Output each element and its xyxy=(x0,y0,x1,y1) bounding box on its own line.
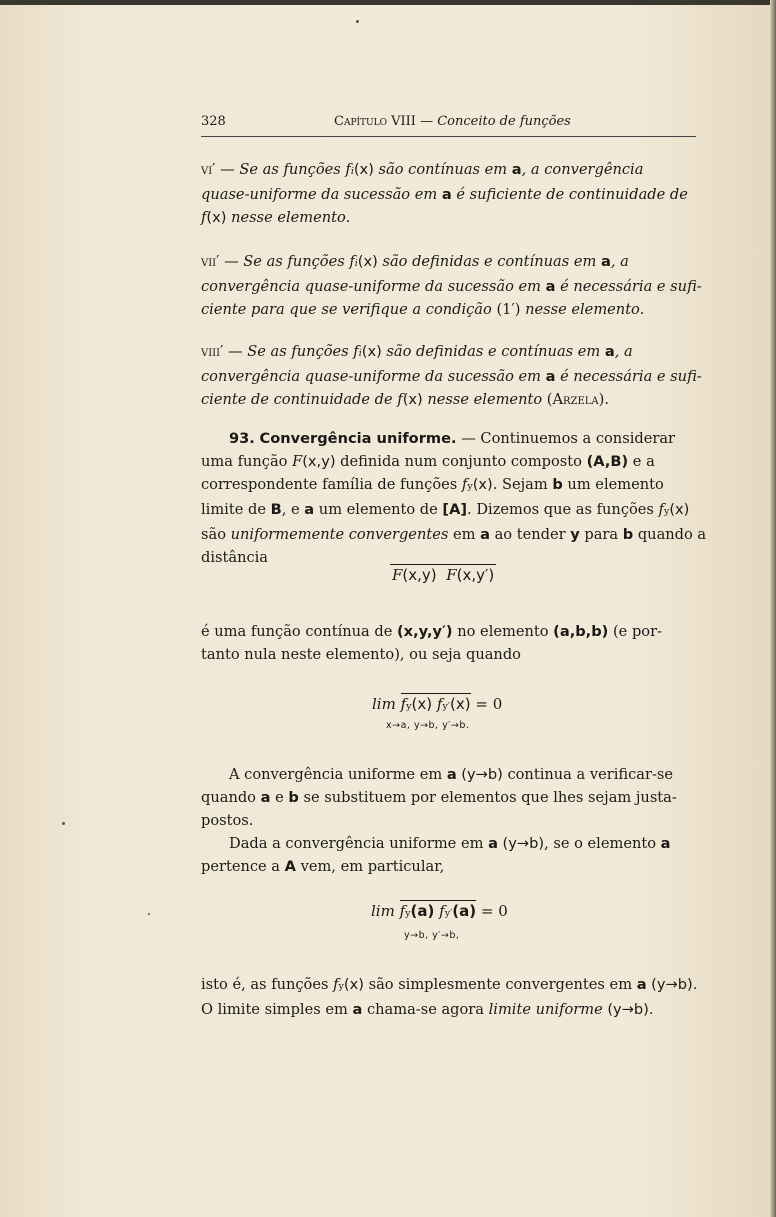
equals-zero: = 0 xyxy=(470,695,503,713)
header-title xyxy=(334,114,571,129)
math-xy: (x,y) xyxy=(302,453,336,470)
text: definida num conjunto composto xyxy=(335,453,587,470)
math-f: f xyxy=(349,253,355,270)
text: são definidas e contínuas em xyxy=(381,343,605,360)
running-header xyxy=(201,114,696,137)
math-sub: y xyxy=(406,701,412,712)
math-x: (x) xyxy=(402,391,423,408)
bold-a: a xyxy=(352,1001,363,1018)
math-a: (a) xyxy=(410,902,435,920)
lim: lim xyxy=(371,902,395,920)
bold-a: a xyxy=(511,161,522,178)
text: — Se as funções xyxy=(215,161,346,178)
text: é suficiente de continuidade de xyxy=(451,186,688,203)
text: chama-se agora xyxy=(362,1001,489,1018)
text: e xyxy=(270,789,289,806)
lim: lim xyxy=(372,695,396,713)
text: um elemento xyxy=(562,476,664,493)
text: , a convergência xyxy=(521,161,644,178)
theorem-vii xyxy=(201,250,702,321)
math-x: (x) xyxy=(411,695,433,713)
text: — Continuemos a considerar xyxy=(456,430,675,447)
specks xyxy=(148,913,150,915)
bold-a: a xyxy=(260,789,271,806)
math-x: (x) xyxy=(472,476,493,493)
chapter-label: Capítulo xyxy=(334,114,387,129)
math-sub: y xyxy=(467,481,473,492)
text: continua a verificar-se xyxy=(502,766,674,783)
text: convergência quase-uniforme da sucessão em xyxy=(201,278,546,295)
bold-a: a xyxy=(660,835,671,852)
text: e a xyxy=(628,453,655,470)
author-ref: (Arzela) xyxy=(546,391,605,408)
math-f: f xyxy=(461,476,468,493)
text: , a xyxy=(614,343,633,360)
math-sub: y′ xyxy=(442,701,451,712)
bold-a: a xyxy=(304,501,315,518)
math-f: f xyxy=(353,343,359,360)
bold-y: y xyxy=(570,526,580,543)
math-x: (x) xyxy=(206,209,227,226)
math-sub: y xyxy=(338,981,344,992)
math-limit: (y→b). xyxy=(602,1001,654,1018)
math-f: f xyxy=(333,976,339,993)
text: — Se as funções xyxy=(223,343,354,360)
math-limit: (y→b) xyxy=(497,835,545,852)
formula-limit-2 xyxy=(371,902,508,920)
text: quase-uniforme da sucessão em xyxy=(201,186,442,203)
math-sub: y xyxy=(663,506,670,517)
text: quando a xyxy=(633,526,707,543)
text: se substituem por elementos que lhes sejam justa- xyxy=(298,789,677,806)
formula-distance xyxy=(390,566,496,584)
bold-a: a xyxy=(600,253,611,270)
text: são xyxy=(201,526,231,543)
text: quando xyxy=(201,789,261,806)
math-x: (x) xyxy=(343,976,364,993)
text: . Dizemos que as funções xyxy=(467,501,659,518)
text: é necessária e sufi- xyxy=(555,368,702,385)
math-xy: (x,y) xyxy=(402,566,437,584)
math-f: f xyxy=(439,902,445,920)
math-f: f xyxy=(399,902,406,920)
math-xyy: (x,y,y′) xyxy=(397,623,453,640)
text: , se o elemento xyxy=(544,835,661,852)
bold-B: B xyxy=(270,501,282,518)
math-x: (x) xyxy=(357,253,378,270)
text: ao tender xyxy=(489,526,571,543)
math-limit: (y→b). xyxy=(646,976,698,993)
paragraph-uniform xyxy=(201,763,695,878)
limit-subscript: x→a, y→b, y′→b. xyxy=(386,720,470,731)
math-limit: (y→b) xyxy=(456,766,503,783)
math-f: f xyxy=(201,209,207,226)
math-F: F xyxy=(392,566,403,584)
text: vem, em particular, xyxy=(295,858,445,875)
theorem-vi xyxy=(201,158,695,229)
theorem-tag: vi′ xyxy=(201,161,216,178)
text: tanto nula neste elemento), ou seja quando xyxy=(201,646,521,663)
text: correspondente família de funções xyxy=(201,476,462,493)
theorem-viii xyxy=(201,340,702,411)
theorem-tag: viii′ xyxy=(201,343,224,360)
header-dash: — xyxy=(420,114,434,129)
math-sub: y xyxy=(405,908,411,919)
bold-a: a xyxy=(480,526,490,543)
bold-a: a xyxy=(545,278,556,295)
bold-b: b xyxy=(288,789,299,806)
math-F: F xyxy=(446,566,457,584)
text: é necessária e sufi- xyxy=(555,278,702,295)
text: nesse elemento xyxy=(422,391,547,408)
bold-a: a xyxy=(441,186,452,203)
math-f: f xyxy=(400,695,407,713)
math-f: f xyxy=(658,501,664,518)
bold-A-closure: [A] xyxy=(442,501,468,518)
scan-top-edge xyxy=(0,0,776,5)
math-xyprime: (x,y′) xyxy=(456,566,495,584)
specks xyxy=(356,20,359,23)
math-sub: i xyxy=(354,258,358,269)
section-number: 93. xyxy=(229,430,255,447)
specks xyxy=(62,822,65,825)
bold-a: a xyxy=(446,766,457,783)
text: ciente para que se verifique a condição xyxy=(201,301,497,318)
text: , a xyxy=(610,253,629,270)
text: são definidas e contínuas em xyxy=(377,253,601,270)
math-x: (x) xyxy=(353,161,374,178)
bold-a: a xyxy=(545,368,556,385)
text: — Se as funções xyxy=(219,253,350,270)
paragraph-final xyxy=(201,973,698,1021)
scan-right-edge xyxy=(770,0,776,1217)
theorem-tag: vii′ xyxy=(201,253,220,270)
formula-limit-1 xyxy=(372,695,502,713)
math-f: f xyxy=(345,161,351,178)
equals-zero: = 0 xyxy=(476,902,508,920)
section-title: Convergência uniforme. xyxy=(259,430,457,447)
bold-a: a xyxy=(604,343,615,360)
text: são contínuas em xyxy=(373,161,512,178)
text: convergência quase-uniforme da sucessão em xyxy=(201,368,546,385)
math-x: (x) xyxy=(450,695,471,713)
text: , e xyxy=(281,501,305,518)
text: . xyxy=(604,391,609,408)
text: isto é, as funções xyxy=(201,976,334,993)
bold-b: b xyxy=(622,526,634,543)
text: nesse elemento. xyxy=(226,209,351,226)
math-F: F xyxy=(292,453,303,470)
bold-a: a xyxy=(488,835,498,852)
text: para xyxy=(579,526,623,543)
math-sub: i xyxy=(350,166,354,177)
bold-b: b xyxy=(552,476,563,493)
text: em xyxy=(448,526,481,543)
section-title: Conceito de funções xyxy=(437,114,571,129)
text: é uma função contínua de xyxy=(201,623,397,640)
math-abb: (a,b,b) xyxy=(553,623,609,640)
math-sub: i xyxy=(358,348,362,359)
text: pertence a xyxy=(201,858,285,875)
math-x: (x) xyxy=(669,501,690,518)
math-x: (x) xyxy=(361,343,382,360)
section-93 xyxy=(201,427,707,569)
math-a: (a) xyxy=(452,902,477,920)
emphasis: uniformemente convergentes xyxy=(230,526,449,543)
text: são simplesmente convergentes em xyxy=(363,976,637,993)
math-sub: y′ xyxy=(444,908,453,919)
text: . Sejam xyxy=(492,476,553,493)
page-number: 328 xyxy=(201,114,226,129)
bold-A: A xyxy=(284,858,296,875)
text: no elemento xyxy=(452,623,554,640)
text: uma função xyxy=(201,453,293,470)
math-f: f xyxy=(436,695,443,713)
text: nesse elemento. xyxy=(520,301,645,318)
text: A convergência uniforme em xyxy=(229,766,447,783)
text: limite de xyxy=(201,501,271,518)
text: Dada a convergência uniforme em xyxy=(229,835,489,852)
paragraph-continuity xyxy=(201,620,695,666)
emphasis: limite uniforme xyxy=(488,1001,603,1018)
math-f: f xyxy=(397,391,403,408)
text: (e por- xyxy=(608,623,662,640)
text: ciente de continuidade de xyxy=(201,391,398,408)
text: um elemento de xyxy=(314,501,443,518)
text: O limite simples em xyxy=(201,1001,353,1018)
math-AB: (A,B) xyxy=(586,453,629,470)
condition-ref: (1′) xyxy=(496,301,521,318)
bold-a: a xyxy=(636,976,647,993)
limit-subscript: y→b, y′→b, xyxy=(404,930,460,941)
text: postos. xyxy=(201,812,254,829)
text: distância xyxy=(201,549,269,566)
chapter-number: VIII xyxy=(391,114,416,129)
